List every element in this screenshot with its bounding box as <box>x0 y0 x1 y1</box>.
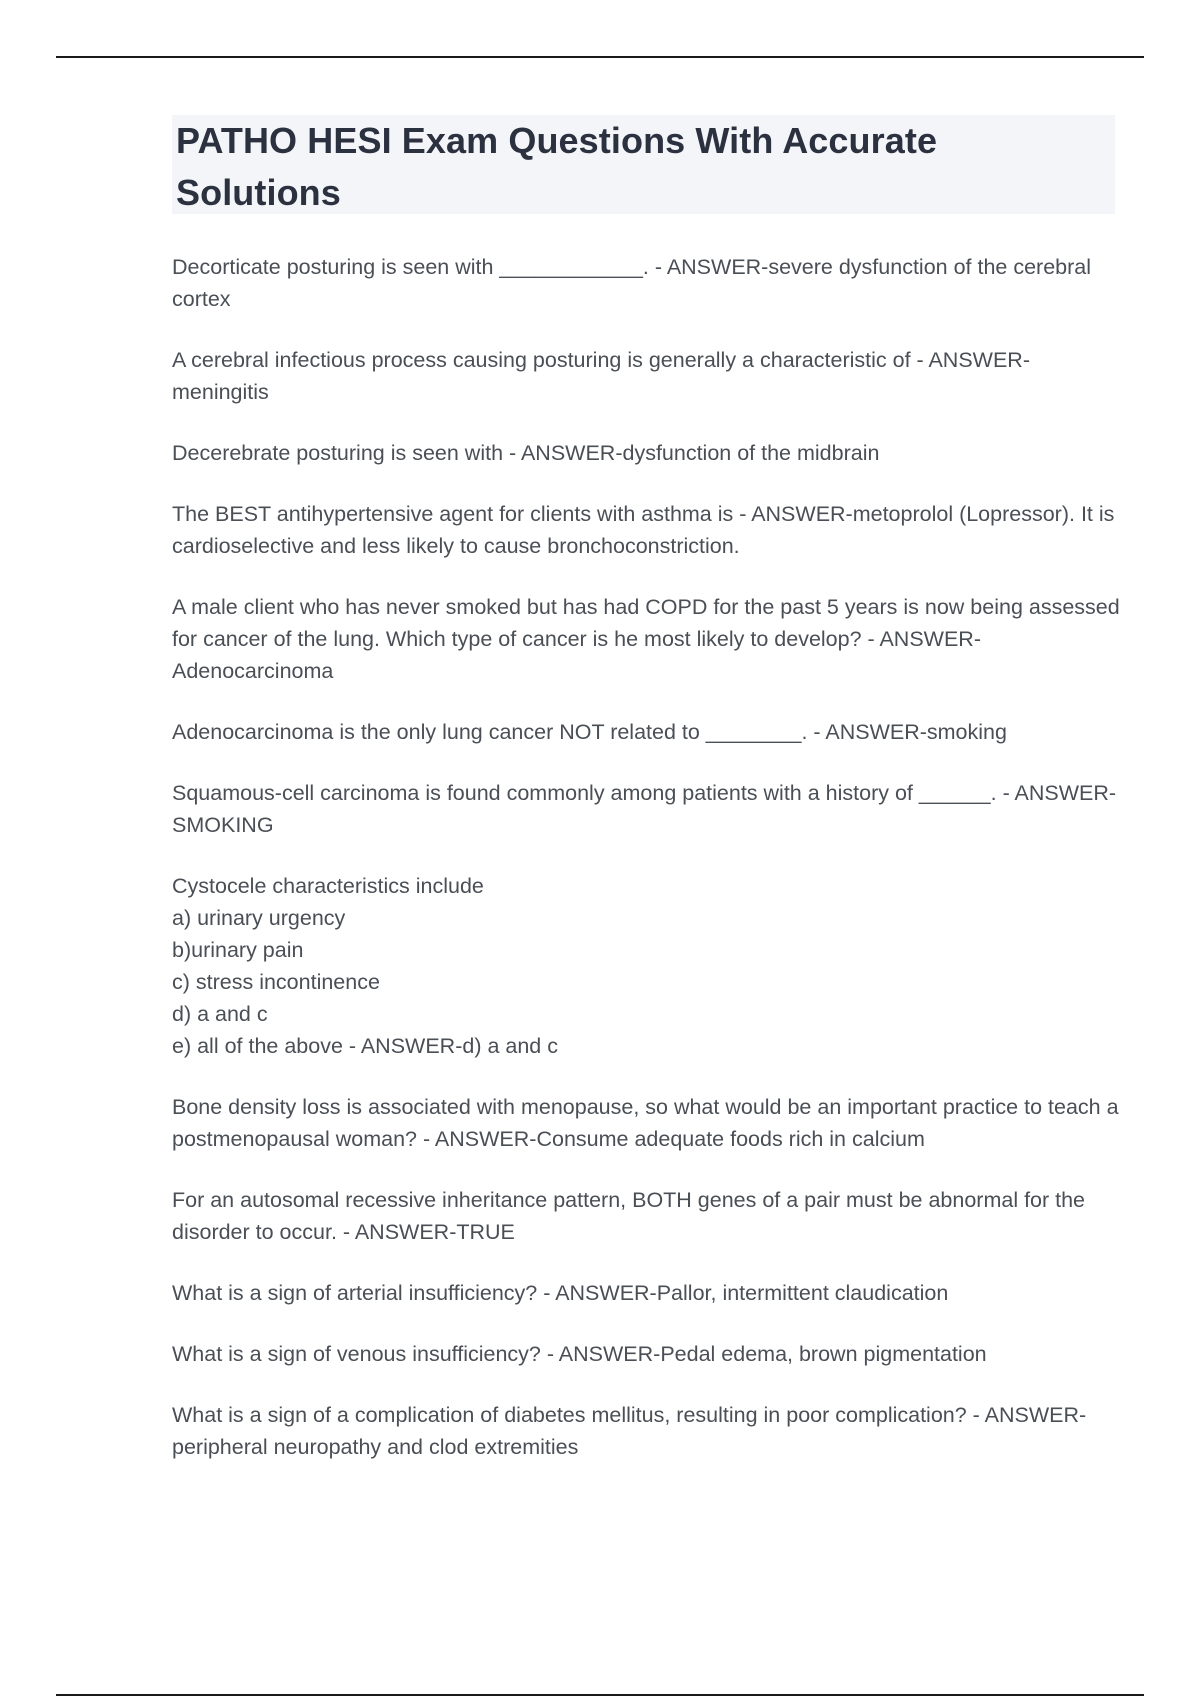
bottom-divider <box>56 1694 1144 1696</box>
title-banner <box>172 115 1115 214</box>
qa-item: Cystocele characteristics include a) urinary urgency b)urinary pain c) stress incontinence d) a and c e) all of the above - ANSWER-d) a and c <box>172 874 558 1058</box>
qa-item: Decorticate posturing is seen with ____________. - ANSWER-severe dysfunction of the cerebral cortex <box>172 255 1092 311</box>
qa-item: Adenocarcinoma is the only lung cancer NOT related to ________. - ANSWER-smoking <box>172 720 1007 744</box>
qa-item: A male client who has never smoked but has had COPD for the past 5 years is now being assessed for cancer of the lung. Which type of cancer is he most likely to develop? - ANSWER-Adenocarcinoma <box>172 595 1120 683</box>
qa-item: What is a sign of venous insufficiency? - ANSWER-Pedal edema, brown pigmentation <box>172 1342 987 1366</box>
qa-item: What is a sign of arterial insufficiency? - ANSWER-Pallor, intermittent claudication <box>172 1281 949 1305</box>
qa-item: The BEST antihypertensive agent for clients with asthma is - ANSWER-metoprolol (Lopressor). It is cardioselective and less likely to cause bronchoconstriction. <box>172 502 1115 558</box>
qa-item: Bone density loss is associated with menopause, so what would be an important practice to teach a postmenopausal woman? - ANSWER-Consume adequate foods rich in calcium <box>172 1095 1119 1151</box>
qa-item: Decerebrate posturing is seen with - ANSWER-dysfunction of the midbrain <box>172 441 880 465</box>
qa-item: For an autosomal recessive inheritance pattern, BOTH genes of a pair must be abnormal for the disorder to occur. - ANSWER-TRUE <box>172 1188 1086 1244</box>
document-title: PATHO HESI Exam Questions With Accurate Solutions <box>176 120 938 213</box>
qa-item: What is a sign of a complication of diabetes mellitus, resulting in poor complication? - ANSWER-peripheral neuropathy and clod extremities <box>172 1403 1087 1459</box>
qa-item: Squamous-cell carcinoma is found commonly among patients with a history of ______. - ANSWER-SMOKING <box>172 781 1117 837</box>
qa-item: A cerebral infectious process causing posturing is generally a characteristic of - ANSWER-meningitis <box>172 348 1030 404</box>
qa-list <box>172 251 1122 1492</box>
top-divider <box>56 56 1144 58</box>
